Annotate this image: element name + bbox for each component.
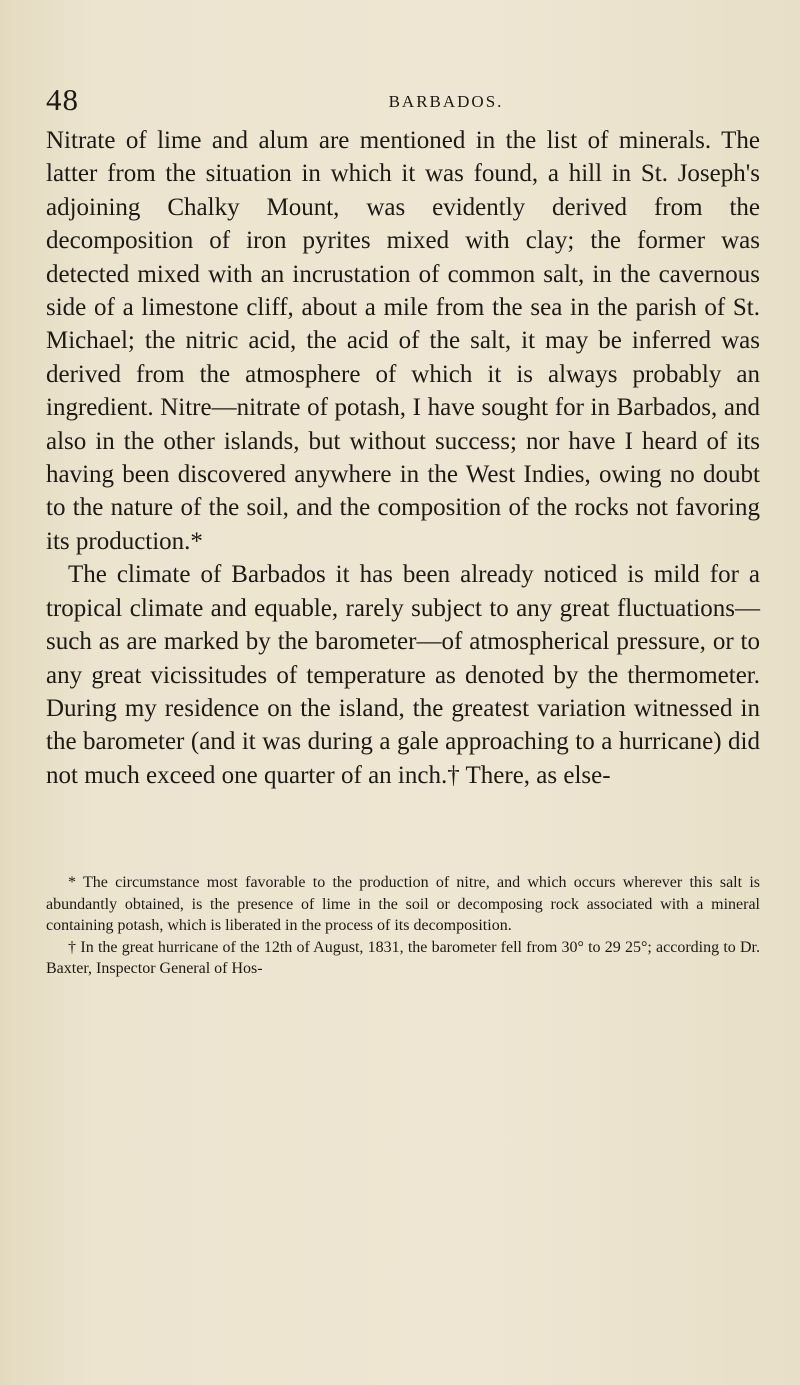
- page-header: [46, 82, 766, 122]
- footnote-hurricane: † In the great hurricane of the 12th of August, 1831, the barometer fell from 30° to 29 25°; according to Dr. Baxter, Inspector General of Hos-: [46, 938, 760, 977]
- running-head: BARBADOS.: [388, 92, 504, 111]
- paragraph-climate: The climate of Barbados it has been already noticed is mild for a tropical climate and equable, rarely subject to any great fluctuations—such as are marked by the barometer—of atmospherical pressure, or to any great vicissitudes of temperature as denoted by the thermometer. During my residence on the island, the greatest variation witnessed in the barometer (and it was during a gale approaching to a hurricane) did not much exceed one quarter of an inch.† There, as else-: [46, 561, 760, 789]
- footnotes: [46, 872, 760, 980]
- footnote-nitre: * The circumstance most favorable to the production of nitre, and which occurs wherever this salt is abundantly obtained, is the presence of lime in the soil or decomposing rock associated with a mineral containing potash, which is liberated in the process of its decomposition.: [46, 874, 760, 934]
- body-text: [46, 124, 760, 792]
- page-number: 48: [46, 82, 79, 117]
- paragraph-nitrate: Nitrate of lime and alum are mentioned in the list of minerals. The latter from the situation in which it was found, a hill in St. Joseph's adjoining Chalky Mount, was evidently derived from the decomposition of iron pyrites mixed with clay; the former was detected mixed with an incrustation of common salt, in the cavernous side of a limestone cliff, about a mile from the sea in the parish of St. Michael; the nitric acid, the acid of the salt, it may be inferred was derived from the atmosphere of which it is always probably an ingredient. Nitre—nitrate of potash, I have sought for in Barbados, and also in the other islands, but without success; nor have I heard of its having been discovered anywhere in the West Indies, owing no doubt to the nature of the soil, and the composition of the rocks not favoring its production.*: [46, 127, 760, 555]
